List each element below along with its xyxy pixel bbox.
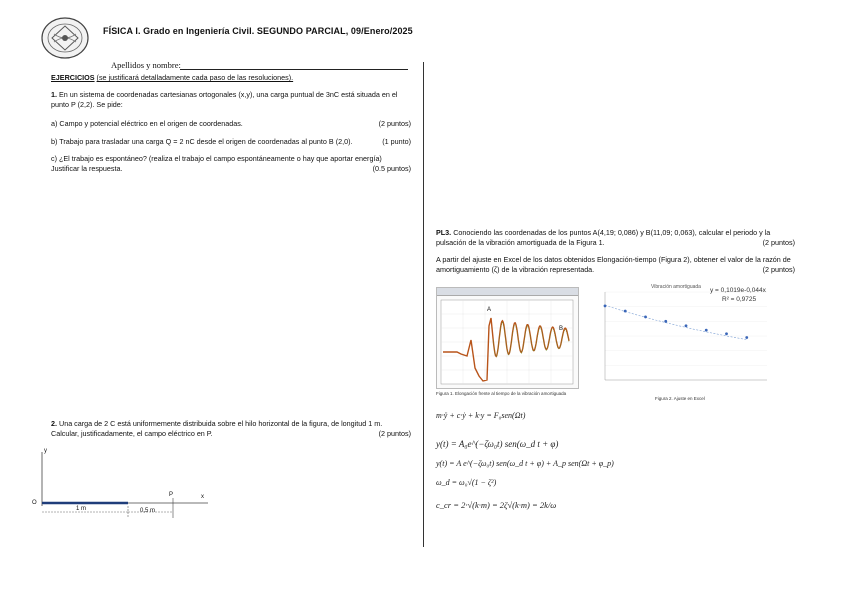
- q1-b-points: (1 punto): [382, 137, 411, 146]
- formula-critical-damping: c_cr = 2·√(k·m) = 2ζ√(k·m) = 2k/ω: [436, 500, 557, 510]
- exercises-label: EJERCICIOS: [51, 73, 95, 82]
- fig2-data-point: [685, 324, 688, 327]
- q1-part-b: [51, 137, 411, 147]
- exercises-heading: [51, 73, 411, 83]
- figure-2-chart: [585, 284, 775, 394]
- q2-figure: [28, 448, 218, 520]
- question-1: [51, 90, 411, 110]
- fig2-data-point: [644, 316, 647, 319]
- fig1-point-b: B: [559, 326, 564, 332]
- q1-b-text: b) Trabajo para trasladar una carga Q = 2 nC desde el origen de coordenadas al punto B (2,0).: [51, 137, 353, 146]
- pl3-part-1: [436, 228, 795, 248]
- q1-a-points: (2 puntos): [378, 119, 411, 128]
- formula-free-damped: y(t) = A₀e^(−ζω₀t) sen(ω_d t + φ): [436, 439, 559, 449]
- formula-damped-frequency: ω_d = ω₀√(1 − ζ²): [436, 478, 497, 487]
- fig2-data-point: [725, 332, 728, 335]
- name-field-line[interactable]: [180, 69, 408, 70]
- name-label: Apellidos y nombre:: [111, 60, 181, 70]
- question-2: [51, 419, 411, 439]
- q1-part-c: [51, 154, 411, 174]
- fig2-data-point: [705, 329, 708, 332]
- fig2-r-squared: R² = 0,9725: [722, 296, 757, 303]
- exercises-note: (se justificará detalladamente cada paso de las resoluciones).: [96, 73, 294, 82]
- q2-x-axis-label: x: [201, 494, 204, 500]
- q2-y-axis-label: y: [44, 448, 47, 454]
- q2-text: Una carga de 2 C está uniformemente distribuida sobre el hilo horizontal de la figura, de longitud 1 m. Calcular, justificadamente, el campo eléctrico en P.: [51, 419, 383, 438]
- q1-c-points: (0.5 puntos): [372, 164, 411, 173]
- q2-length-1m: 1 m: [76, 506, 87, 512]
- q1-number: 1.: [51, 90, 57, 99]
- pl3-text-1: Conociendo las coordenadas de los puntos A(4,19; 0,086) y B(11,09; 0,063), calcular el periodo y la pulsación de la vibración amortiguada de la Figura 1.: [436, 228, 771, 247]
- pl3-label: PL3.: [436, 228, 452, 237]
- q1-c-text: c) ¿El trabajo es espontáneo? (realiza el trabajo el campo espontáneamente o hay que aportar energía) Justificar la respuesta.: [51, 154, 382, 173]
- q2-origin-label: O: [32, 500, 37, 506]
- q2-number: 2.: [51, 419, 57, 428]
- q2-points: (2 puntos): [378, 429, 411, 438]
- figure-1-plot: [437, 296, 578, 389]
- pl3-points-2: (2 puntos): [762, 265, 795, 274]
- fig2-data-point: [624, 310, 627, 313]
- page-title: FÍSICA I. Grado en Ingeniería Civil. SEGUNDO PARCIAL, 09/Enero/2025: [103, 26, 413, 36]
- q2-point-p-label: P: [169, 492, 174, 498]
- q1-text: En un sistema de coordenadas cartesianas ortogonales (x,y), una carga puntual de 3nC está situada en el punto P (2,2). Se pide:: [51, 90, 398, 109]
- q1-a-text: a) Campo y potencial eléctrico en el origen de coordenadas.: [51, 119, 243, 128]
- university-seal: [40, 16, 90, 60]
- fig2-data-point: [664, 320, 667, 323]
- q2-length-05m: 0,5 m: [140, 508, 156, 514]
- fig2-data-point: [604, 305, 607, 308]
- fig2-title: Vibración amortiguada: [651, 284, 701, 290]
- formula-forced-damped: y(t) = A e^(−ζω₀t) sen(ω_d t + φ) + A_p sen(Ωt + φ_p): [436, 459, 614, 468]
- pl3-text-2: A partir del ajuste en Excel de los datos obtenidos Elongación-tiempo (Figura 2), obtener el valor de la razón de amortiguamiento (ζ) de la vibración representada.: [436, 255, 791, 274]
- fig2-trend-equation: y = 0,1019e-0,044x: [710, 287, 766, 294]
- figure-1-toolbar: [437, 288, 578, 296]
- pl3-part-2: [436, 255, 795, 275]
- pl3-points-1: (2 puntos): [762, 238, 795, 247]
- column-divider: [423, 62, 424, 547]
- formula-equation-of-motion: m·ÿ + c·ẏ + k·y = F₀sen(Ωt): [436, 411, 526, 420]
- fig1-point-a: A: [487, 307, 492, 313]
- figure-2-caption: Figura 2. Ajuste en Excel: [655, 396, 705, 401]
- figure-1-caption: Figura 1. Elongación frente al tiempo de la vibración amortiguada: [436, 391, 567, 396]
- figure-1-chart: [436, 287, 579, 389]
- fig2-data-point: [745, 336, 748, 339]
- q1-part-a: [51, 119, 411, 129]
